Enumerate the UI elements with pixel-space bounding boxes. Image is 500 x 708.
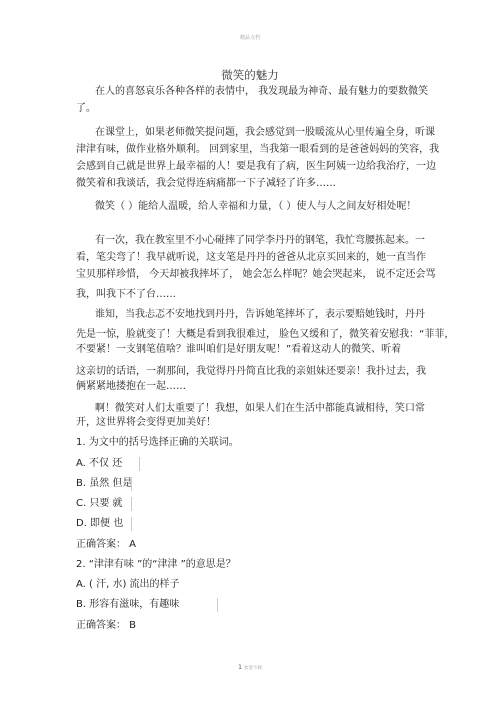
paragraph-2-line-2: 津津有味，做作业格外顺利。 回到家里，当我第一眼看到的是爸爸妈妈的笑容，我: [76, 144, 440, 155]
cell-divider: [131, 497, 132, 511]
paragraph-2-line-4: 微笑着和我谈话，我会觉得连病痛都一下子减轻了许多……: [76, 178, 336, 189]
paragraph-4-line-3: 宝贝那样珍惜， 今天却被我摔坏了， 她会怎么样呢？她会哭起来， 说不定还会骂: [76, 269, 436, 280]
paragraph-5-line-2: 先是一惊，脸就变了！大概是看到我很难过， 脸色又缓和了，微笑着安慰我：“菲菲，: [76, 329, 455, 340]
paragraph-6-line-1: 啊！微笑对人们太重要了！我想，如果人们在生活中都能真诚相待，笑口常: [95, 403, 425, 414]
footer-text: 欢迎下载: [243, 666, 262, 671]
paragraph-4-line-4: 我，叫我下不了台……: [76, 289, 176, 300]
paragraph-5-line-1: 谁知，当我忐忑不安地找到丹丹，告诉她笔摔坏了，表示要赔她钱时，丹丹: [95, 309, 425, 320]
question-2-option-b: B. 形容有滋味，有趣味: [76, 599, 180, 610]
question-1-option-d: D. 即便 也: [76, 518, 124, 529]
paragraph-4-line-2: 看，笔尖弯了！我早就听说，这支笔是丹丹的爸爸从北京买回来的，她一直当作: [76, 252, 426, 263]
paragraph-6-line-2: 开，这世界将会变得更加美好！: [76, 417, 216, 428]
paragraph-2-line-3: 会感到自己就是世界上最幸福的人！要是我有了病，医生阿姨一边给我治疗，一边: [76, 161, 436, 172]
page-title: 微笑的魅力: [221, 68, 279, 82]
cell-divider: [131, 477, 132, 491]
question-2-option-a: A. ( 汗, 水) 流出的样子: [76, 579, 180, 590]
cell-divider: [139, 457, 140, 471]
paragraph-1-line-1: 在人的喜怒哀乐各种各样的表情中， 我发现最为神奇、最有魅力的要数微笑: [95, 86, 429, 97]
paragraph-3-line-1: 微笑（ ）能给人温暖，给人幸福和力量，（ ）使人与人之间友好相处呢！: [95, 201, 417, 212]
question-2-prompt: 2. “津津有味 ”的“津津 ”的意思是？: [76, 559, 236, 570]
paragraph-5-line-4: 这亲切的话语，一刹那间，我觉得丹丹简直比我的亲姐妹还要亲！我扑过去，我: [76, 366, 426, 377]
question-1-option-b: B. 虽然 但是: [76, 478, 133, 489]
page-header: 精品文档: [239, 35, 260, 41]
question-1-answer: 正确答案： A: [76, 539, 137, 550]
question-1-option-a: A. 不仅 还: [76, 458, 123, 469]
cell-divider: [131, 517, 132, 531]
paragraph-5-line-3: 不要紧！一支钢笔值啥？谁叫咱们是好朋友呢！”看着这动人的微笑、听着: [76, 344, 402, 355]
question-2-answer: 正确答案： B: [76, 620, 137, 631]
paragraph-2-line-1: 在课堂上，如果老师微笑提问题，我会感觉到一股暖流从心里传遍全身，听课: [95, 127, 435, 138]
cell-divider: [217, 598, 218, 612]
page-number: 1: [238, 664, 242, 671]
paragraph-4-line-1: 有一次，我在教室里不小心碰摔了同学李丹丹的钢笔，我忙弯腰拣起来。一: [95, 235, 425, 246]
page-footer: [0, 664, 500, 671]
question-1-prompt: 1. 为文中的括号选择正确的关联词。: [76, 437, 239, 448]
paragraph-1-line-2: 了。: [76, 103, 96, 114]
paragraph-5-line-5: 俩紧紧地搂抱在一起……: [76, 381, 186, 392]
question-1-option-c: C. 只要 就: [76, 498, 123, 509]
